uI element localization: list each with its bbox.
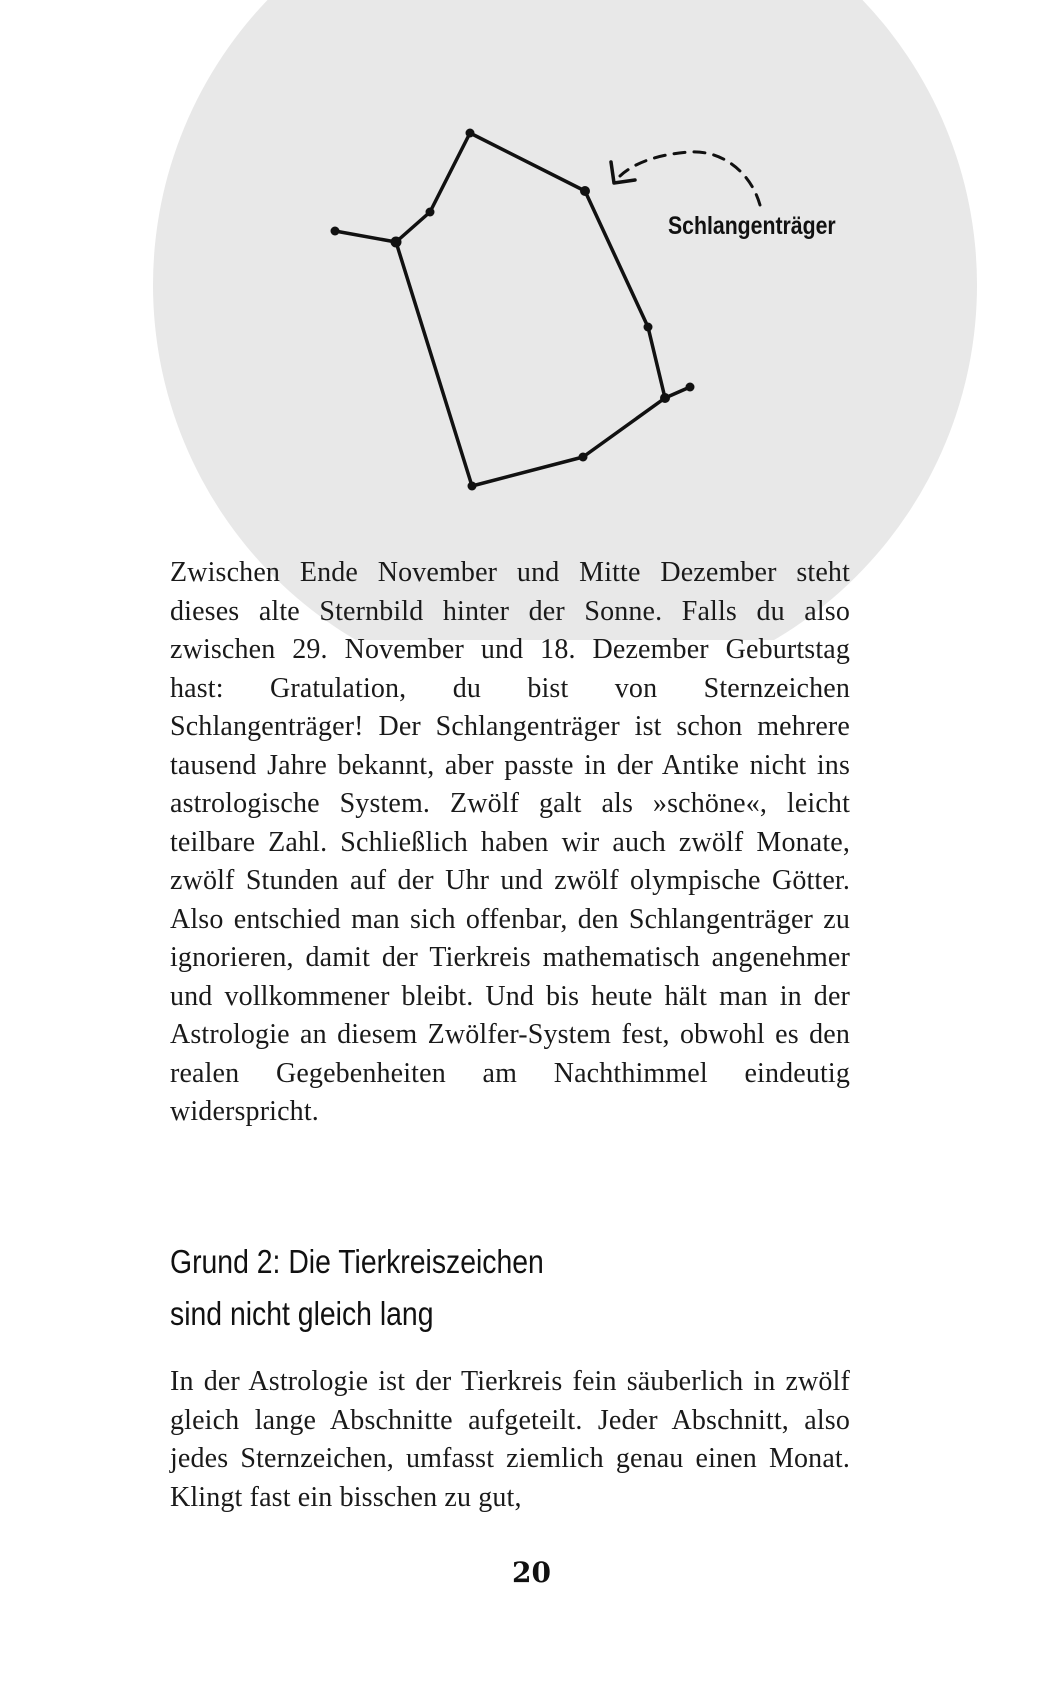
heading-line-1: Grund 2: Die Tierkreiszeichen [170, 1243, 544, 1280]
star [686, 383, 695, 392]
star [466, 129, 475, 138]
star [580, 186, 590, 196]
star [644, 323, 653, 332]
constellation-illustration [0, 0, 1063, 640]
body-paragraph-1: Zwischen Ende November und Mitte Dezember steht dieses alte Sternbild hinter der Sonne. Falls du also zwischen 29. November und 18. Dezember Geburtstag hast: Gratulation, du bist von Sternzeichen Schlangenträger! Der Schlangenträger ist schon mehrere tausend Jahre bekannt, aber passte in der Antike nicht ins astrologische System. Zwölf galt als »schöne«, leicht teilbare Zahl. Schließlich haben wir auch zwölf Monate, zwölf Stunden auf der Uhr und zwölf olympische Götter. Also entschied man sich offenbar, den Schlangenträger zu ignorieren, damit der Tierkreis mathematisch angenehmer und vollkommener bleibt. Und bis heute hält man in der Astrologie an diesem Zwölfer-System fest, obwohl es den realen Gegebenheiten am Nachthimmel eindeutig widerspricht. [170, 557, 850, 1127]
star [579, 453, 588, 462]
page-number: 20 [512, 1556, 551, 1589]
body-paragraph-2: In der Astrologie ist der Tierkreis fein säuberlich in zwölf gleich lange Abschnitte aufgeteilt. Jeder Abschnitt, also jedes Sternzeichen, umfasst ziemlich genau einen Monat. Klingt fast ein bisschen zu gut, [170, 1366, 850, 1513]
star [468, 482, 477, 491]
star [426, 208, 435, 217]
constellation-label: Schlangenträger [668, 212, 836, 240]
star [391, 237, 402, 248]
background-circle [153, 0, 977, 640]
star [660, 393, 670, 403]
section-heading [170, 1236, 544, 1340]
star [331, 227, 340, 236]
heading-line-2: sind nicht gleich lang [170, 1295, 434, 1332]
